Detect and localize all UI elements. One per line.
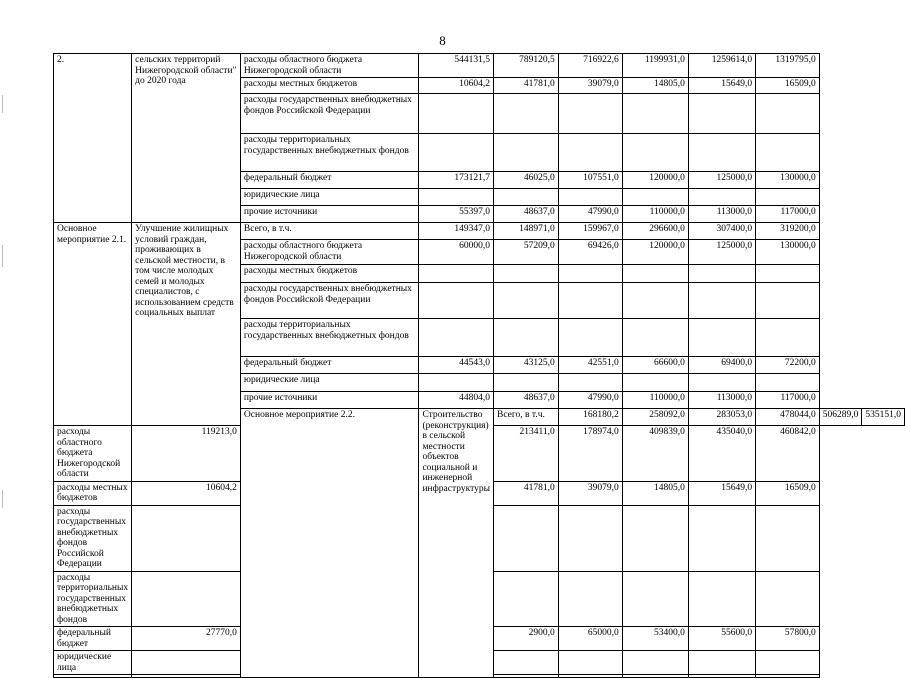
value-cell: 39079,0: [558, 78, 622, 94]
value-cell: 66600,0: [622, 357, 688, 374]
value-cell: [688, 94, 755, 134]
table-row: [54, 54, 905, 78]
value-cell: [622, 134, 688, 172]
budget-table: [53, 53, 905, 678]
funding-source-cell: расходы областного бюджета Нижегородской области: [240, 54, 419, 78]
value-cell: 178974,0: [558, 426, 622, 482]
value-cell: [558, 374, 622, 392]
value-cell: [622, 189, 688, 206]
value-cell: [622, 319, 688, 357]
scan-mark: [2, 490, 3, 508]
value-cell: 48637,0: [493, 206, 558, 223]
value-cell: [756, 675, 820, 678]
value-cell: [756, 319, 820, 357]
value-cell: [493, 319, 558, 357]
value-cell: 283053,0: [688, 409, 755, 426]
value-cell: [622, 675, 688, 678]
value-cell: [622, 283, 688, 319]
value-cell: 55600,0: [688, 627, 755, 651]
value-cell: 117000,0: [756, 392, 820, 409]
value-cell: 159967,0: [558, 223, 622, 240]
value-cell: [558, 505, 622, 571]
value-cell: [558, 571, 622, 627]
value-cell: 125000,0: [688, 240, 755, 265]
funding-source-cell: расходы областного бюджета Нижегородской области: [240, 240, 419, 265]
value-cell: [622, 265, 688, 283]
value-cell: [688, 283, 755, 319]
funding-source-cell: расходы областного бюджета Нижегородской области: [54, 426, 132, 482]
value-cell: 460842,0: [756, 426, 820, 482]
funding-source-cell: расходы государственных внебюджетных фондов Российской Федерации: [240, 283, 419, 319]
value-cell: [756, 265, 820, 283]
value-cell: [688, 189, 755, 206]
funding-source-cell: расходы местных бюджетов: [54, 481, 132, 505]
funding-source-cell: Всего, в т.ч.: [493, 409, 558, 426]
value-cell: [756, 189, 820, 206]
value-cell: 130000,0: [756, 240, 820, 265]
value-cell: [756, 94, 820, 134]
item-name-cell: Улучшение жилищных условий граждан, проживающих в сельской местности, в том числе молодых семей и молодых специалистов, с использованием средств социальных выплат: [132, 223, 241, 426]
value-cell: 53400,0: [622, 627, 688, 651]
value-cell: 55397,0: [419, 206, 494, 223]
value-cell: [756, 505, 820, 571]
value-cell: 307400,0: [688, 223, 755, 240]
funding-source-cell: прочие источники: [240, 392, 419, 409]
value-cell: [558, 675, 622, 678]
value-cell: 69400,0: [688, 357, 755, 374]
value-cell: 148971,0: [493, 223, 558, 240]
value-cell: [132, 675, 241, 678]
value-cell: 535151,0: [862, 409, 905, 426]
value-cell: 43125,0: [493, 357, 558, 374]
value-cell: 44543,0: [419, 357, 494, 374]
value-cell: [493, 189, 558, 206]
funding-source-cell: расходы территориальных государственных внебюджетных фондов: [240, 319, 419, 357]
value-cell: 125000,0: [688, 172, 755, 189]
value-cell: 44804,0: [419, 392, 494, 409]
funding-source-cell: расходы государственных внебюджетных фондов Российской Федерации: [240, 94, 419, 134]
value-cell: 409839,0: [622, 426, 688, 482]
value-cell: [419, 265, 494, 283]
value-cell: [493, 651, 558, 675]
funding-source-cell: [54, 675, 132, 678]
value-cell: [493, 265, 558, 283]
value-cell: 57209,0: [493, 240, 558, 265]
value-cell: 72200,0: [756, 357, 820, 374]
value-cell: [493, 571, 558, 627]
value-cell: [493, 675, 558, 678]
value-cell: 544131,5: [419, 54, 494, 78]
value-cell: 1199931,0: [622, 54, 688, 78]
value-cell: [688, 374, 755, 392]
value-cell: 60000,0: [419, 240, 494, 265]
value-cell: 258092,0: [622, 409, 688, 426]
value-cell: [558, 189, 622, 206]
value-cell: 1319795,0: [756, 54, 820, 78]
funding-source-cell: расходы государственных внебюджетных фондов Российской Федерации: [54, 505, 132, 571]
value-cell: [622, 571, 688, 627]
value-cell: [622, 651, 688, 675]
value-cell: 69426,0: [558, 240, 622, 265]
value-cell: [688, 505, 755, 571]
value-cell: [756, 374, 820, 392]
value-cell: 16509,0: [756, 78, 820, 94]
value-cell: 15649,0: [688, 78, 755, 94]
value-cell: [132, 571, 241, 627]
funding-source-cell: расходы местных бюджетов: [240, 78, 419, 94]
value-cell: 168180,2: [558, 409, 622, 426]
item-number-cell: Основное мероприятие 2.2.: [240, 409, 419, 678]
funding-source-cell: федеральный бюджет: [54, 627, 132, 651]
value-cell: 213411,0: [493, 426, 558, 482]
value-cell: [558, 94, 622, 134]
funding-source-cell: федеральный бюджет: [240, 172, 419, 189]
value-cell: 113000,0: [688, 206, 755, 223]
scan-mark: [2, 95, 3, 113]
value-cell: [688, 319, 755, 357]
value-cell: 435040,0: [688, 426, 755, 482]
value-cell: 149347,0: [419, 223, 494, 240]
value-cell: 120000,0: [622, 240, 688, 265]
value-cell: [688, 675, 755, 678]
value-cell: [688, 651, 755, 675]
value-cell: [756, 571, 820, 627]
value-cell: 789120,5: [493, 54, 558, 78]
value-cell: [493, 134, 558, 172]
value-cell: [132, 651, 241, 675]
funding-source-cell: Всего, в т.ч.: [240, 223, 419, 240]
value-cell: [622, 94, 688, 134]
item-number-cell: 2.: [54, 54, 132, 223]
value-cell: 47990,0: [558, 392, 622, 409]
item-name-cell: сельских территорий Нижегородской области" до 2020 года: [132, 54, 241, 223]
value-cell: 41781,0: [493, 78, 558, 94]
value-cell: [688, 265, 755, 283]
value-cell: 120000,0: [622, 172, 688, 189]
scan-mark: [2, 245, 3, 267]
value-cell: 14805,0: [622, 481, 688, 505]
value-cell: 47990,0: [558, 206, 622, 223]
value-cell: 319200,0: [756, 223, 820, 240]
value-cell: [419, 283, 494, 319]
value-cell: [493, 505, 558, 571]
value-cell: 1259614,0: [688, 54, 755, 78]
value-cell: [493, 94, 558, 134]
value-cell: [756, 651, 820, 675]
funding-source-cell: расходы территориальных государственных внебюджетных фондов: [54, 571, 132, 627]
funding-source-cell: расходы территориальных государственных внебюджетных фондов: [240, 134, 419, 172]
value-cell: [558, 283, 622, 319]
value-cell: 57800,0: [756, 627, 820, 651]
value-cell: [419, 134, 494, 172]
value-cell: 296600,0: [622, 223, 688, 240]
funding-source-cell: юридические лица: [240, 189, 419, 206]
value-cell: [558, 265, 622, 283]
value-cell: [756, 283, 820, 319]
value-cell: 117000,0: [756, 206, 820, 223]
table-row: [54, 223, 905, 240]
value-cell: [558, 651, 622, 675]
value-cell: [419, 319, 494, 357]
value-cell: 27770,0: [132, 627, 241, 651]
value-cell: [493, 283, 558, 319]
funding-source-cell: прочие источники: [240, 206, 419, 223]
value-cell: 716922,6: [558, 54, 622, 78]
value-cell: 41781,0: [493, 481, 558, 505]
value-cell: 107551,0: [558, 172, 622, 189]
value-cell: [419, 374, 494, 392]
value-cell: 15649,0: [688, 481, 755, 505]
funding-source-cell: юридические лица: [240, 374, 419, 392]
funding-source-cell: юридические лица: [54, 651, 132, 675]
value-cell: [688, 134, 755, 172]
value-cell: [419, 94, 494, 134]
funding-source-cell: расходы местных бюджетов: [240, 265, 419, 283]
value-cell: [688, 571, 755, 627]
value-cell: [622, 505, 688, 571]
value-cell: 65000,0: [558, 627, 622, 651]
page-number: 8: [439, 33, 446, 48]
value-cell: [558, 319, 622, 357]
value-cell: 130000,0: [756, 172, 820, 189]
value-cell: [419, 189, 494, 206]
value-cell: 10604,2: [419, 78, 494, 94]
value-cell: [558, 134, 622, 172]
value-cell: 2900,0: [493, 627, 558, 651]
value-cell: 110000,0: [622, 392, 688, 409]
value-cell: 14805,0: [622, 78, 688, 94]
value-cell: 42551,0: [558, 357, 622, 374]
item-name-cell: Строительство (реконструкция) в сельской местности объектов социальной и инженерной инфраструктуры: [419, 409, 494, 678]
value-cell: 48637,0: [493, 392, 558, 409]
value-cell: [493, 374, 558, 392]
value-cell: 478044,0: [756, 409, 820, 426]
value-cell: 16509,0: [756, 481, 820, 505]
value-cell: 46025,0: [493, 172, 558, 189]
value-cell: 119213,0: [132, 426, 241, 482]
value-cell: 113000,0: [688, 392, 755, 409]
value-cell: 506289,0: [819, 409, 862, 426]
funding-source-cell: федеральный бюджет: [240, 357, 419, 374]
value-cell: 39079,0: [558, 481, 622, 505]
value-cell: 110000,0: [622, 206, 688, 223]
value-cell: 10604,2: [132, 481, 241, 505]
value-cell: [132, 505, 241, 571]
value-cell: 173121,7: [419, 172, 494, 189]
item-number-cell: Основное мероприятие 2.1.: [54, 223, 132, 426]
value-cell: [622, 374, 688, 392]
value-cell: [756, 134, 820, 172]
